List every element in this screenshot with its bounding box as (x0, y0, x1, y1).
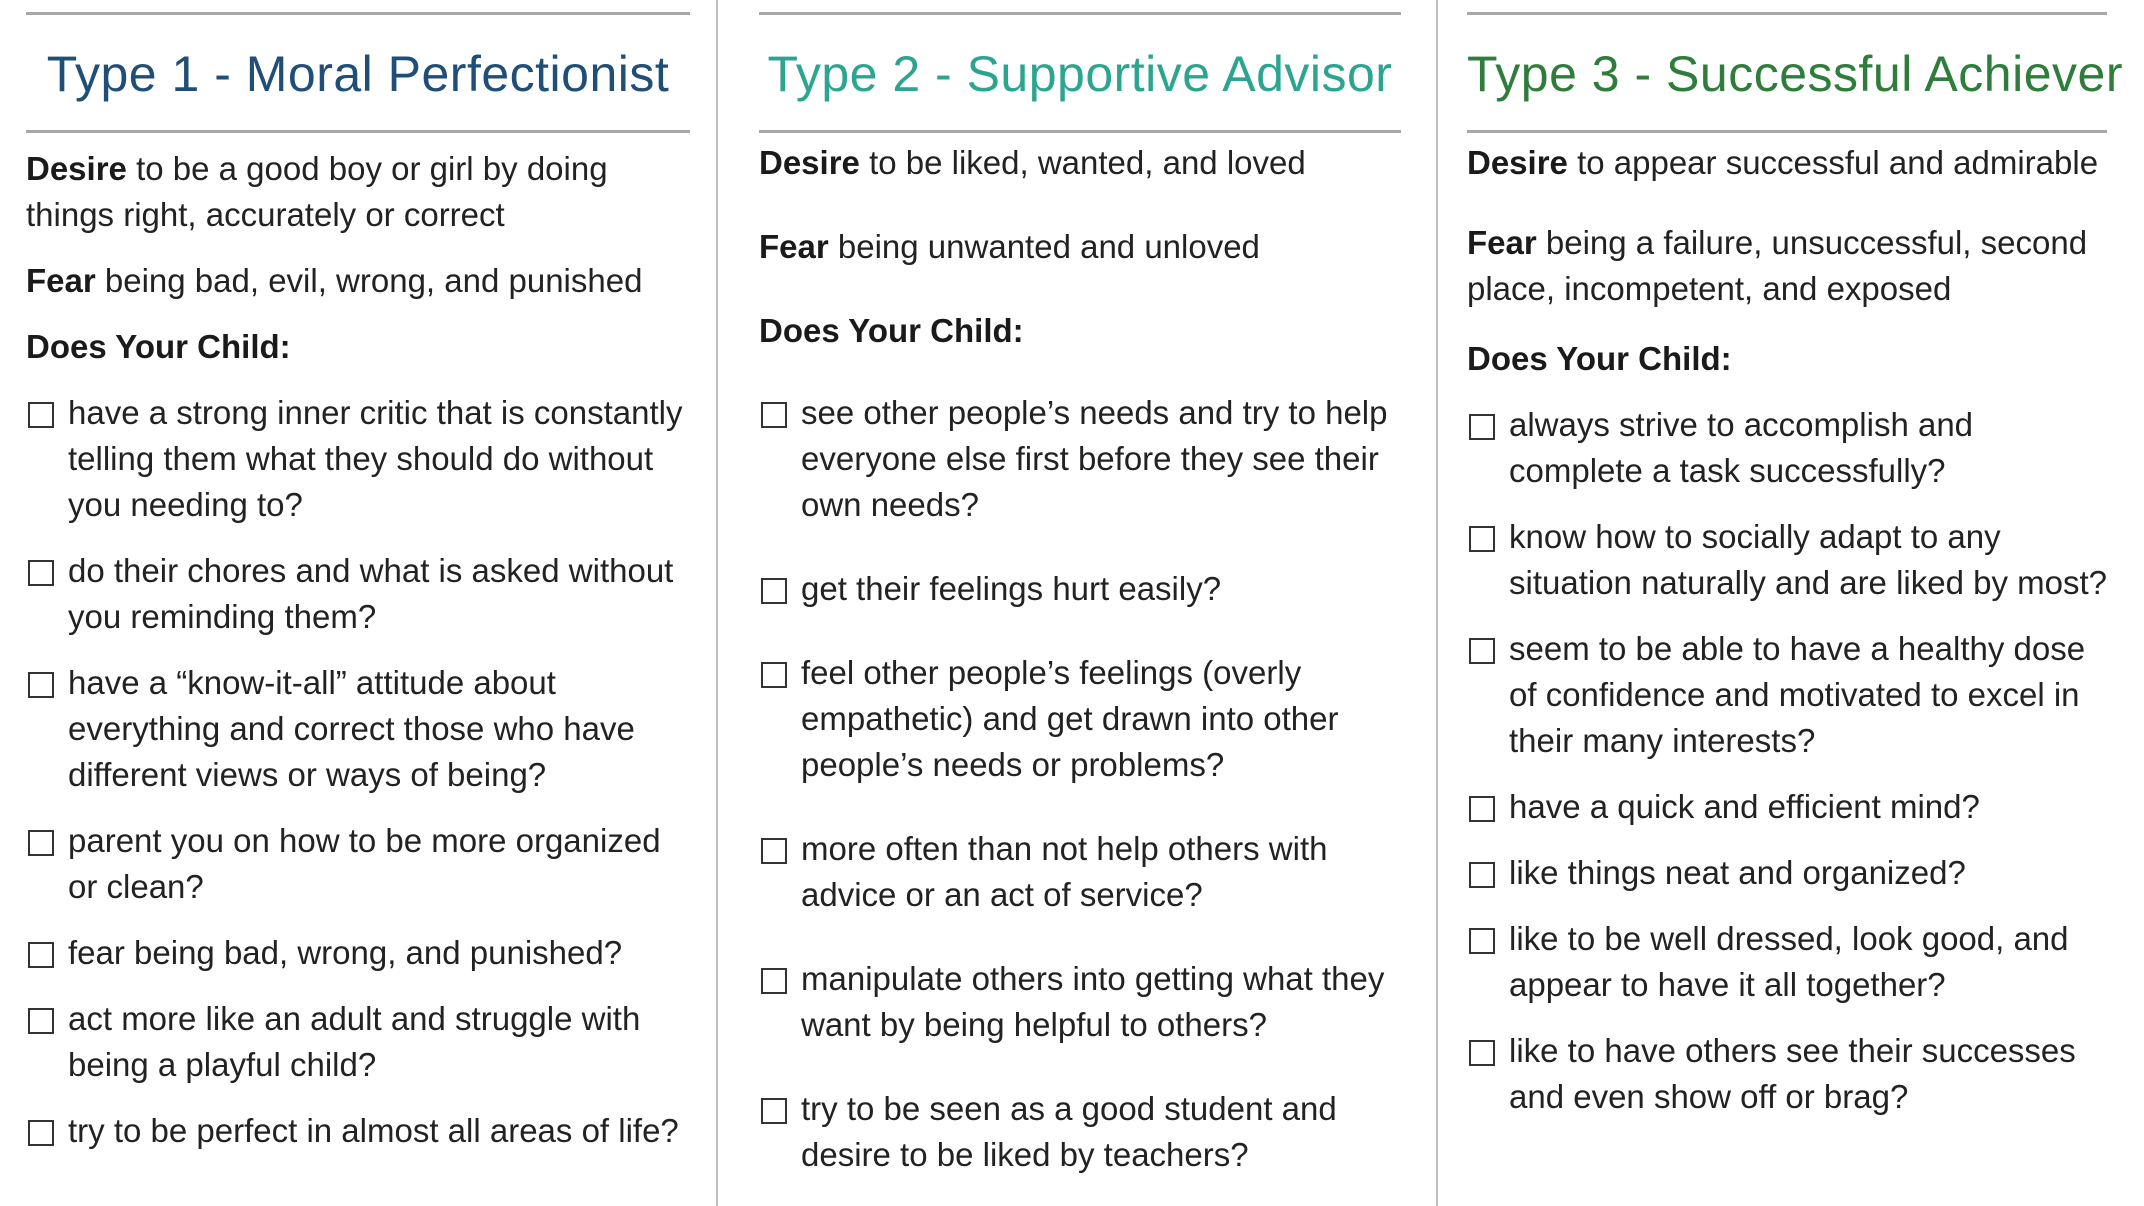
checklist-item-text: act more like an adult and struggle with being a playful child? (68, 1000, 641, 1083)
checklist-item[interactable] (759, 650, 1401, 788)
fear-label: Fear (759, 228, 829, 265)
desire-text: to be liked, wanted, and loved (859, 144, 1306, 181)
checklist-item-text: fear being bad, wrong, and punished? (68, 934, 623, 971)
checklist-item[interactable] (759, 956, 1401, 1048)
checkbox-icon[interactable] (761, 968, 787, 994)
checkbox-icon[interactable] (1469, 638, 1495, 664)
type-2-column (759, 0, 1401, 1206)
checklist-item[interactable] (1467, 1028, 2107, 1120)
checkbox-icon[interactable] (1469, 1040, 1495, 1066)
checklist-item[interactable] (26, 660, 690, 798)
fear-statement (26, 258, 690, 304)
checklist-item[interactable] (1467, 916, 2107, 1008)
fear-label: Fear (26, 262, 96, 299)
checklist-item-text: know how to socially adapt to any situation naturally and are liked by most? (1509, 518, 2107, 601)
type-3-column (1467, 0, 2123, 1206)
top-rule (26, 12, 690, 15)
checklist-item[interactable] (26, 548, 690, 640)
desire-text: to appear successful and admirable (1567, 144, 2099, 181)
checklist-item-text: more often than not help others with advice or an act of service? (801, 830, 1328, 913)
checklist-item[interactable] (759, 826, 1401, 918)
checklist-item-text: seem to be able to have a healthy dose of confidence and motivated to excel in their many interests? (1509, 630, 2086, 759)
type-2-content (759, 146, 1401, 1178)
checklist-item-text: like things neat and organized? (1509, 854, 1966, 891)
checklist-item[interactable] (26, 996, 690, 1088)
checkbox-icon[interactable] (1469, 928, 1495, 954)
checklist-item[interactable] (26, 390, 690, 528)
column-divider (716, 0, 718, 1206)
does-your-child-heading: Does Your Child: (1467, 340, 1732, 377)
desire-statement (759, 140, 1401, 186)
title-underline (759, 130, 1401, 133)
checklist-item[interactable] (26, 818, 690, 910)
checkbox-icon[interactable] (1469, 526, 1495, 552)
checkbox-icon[interactable] (761, 838, 787, 864)
checklist-item-text: parent you on how to be more organized or clean? (68, 822, 661, 905)
type-3-title: Type 3 - Successful Achiever (1467, 46, 2123, 102)
checkbox-icon[interactable] (761, 402, 787, 428)
checklist-item[interactable] (759, 390, 1401, 528)
checklist-item[interactable] (26, 1108, 690, 1154)
checklist-item-text: see other people’s needs and try to help everyone else first before they see their own needs? (801, 394, 1388, 523)
type-3-content (1467, 146, 2107, 1120)
checklist-item-text: always strive to accomplish and complete a task successfully? (1509, 406, 1974, 489)
desire-label: Desire (26, 150, 127, 187)
checklist-item-text: have a strong inner critic that is constantly telling them what they should do without you needing to? (68, 394, 683, 523)
checklist-item[interactable] (1467, 850, 2107, 896)
checkbox-icon[interactable] (28, 402, 54, 428)
fear-label: Fear (1467, 224, 1537, 261)
desire-text: to be a good boy or girl by doing things right, accurately or correct (26, 150, 608, 233)
checklist-item[interactable] (1467, 626, 2107, 764)
checklist-item-text: manipulate others into getting what they want by being helpful to others? (801, 960, 1385, 1043)
checkbox-icon[interactable] (1469, 414, 1495, 440)
checklist-item-text: like to be well dressed, look good, and appear to have it all together? (1509, 920, 2069, 1003)
checkbox-icon[interactable] (28, 1120, 54, 1146)
fear-text: being a failure, unsuccessful, second place, incompetent, and exposed (1467, 224, 2088, 307)
fear-statement (1467, 220, 2107, 312)
type-1-content (26, 146, 690, 1154)
top-rule (759, 12, 1401, 15)
does-your-child-heading: Does Your Child: (759, 312, 1024, 349)
checklist-item-text: try to be perfect in almost all areas of life? (68, 1112, 679, 1149)
desire-statement (1467, 140, 2107, 186)
type-2-title: Type 2 - Supportive Advisor (767, 46, 1393, 102)
desire-label: Desire (759, 144, 860, 181)
checkbox-icon[interactable] (28, 672, 54, 698)
checklist-item[interactable] (1467, 514, 2107, 606)
checkbox-icon[interactable] (1469, 796, 1495, 822)
checklist-item-text: like to have others see their successes and even show off or brag? (1509, 1032, 2076, 1115)
checklist-item[interactable] (1467, 402, 2107, 494)
checkbox-icon[interactable] (761, 1098, 787, 1124)
title-underline (26, 130, 690, 133)
checkbox-icon[interactable] (28, 830, 54, 856)
checklist-item[interactable] (1467, 784, 2107, 830)
checkbox-icon[interactable] (28, 942, 54, 968)
checkbox-icon[interactable] (28, 1008, 54, 1034)
fear-statement (759, 224, 1401, 270)
checkbox-icon[interactable] (761, 662, 787, 688)
checkbox-icon[interactable] (761, 578, 787, 604)
checkbox-icon[interactable] (28, 560, 54, 586)
column-divider (1436, 0, 1438, 1206)
type-1-column (26, 0, 690, 1206)
checklist-item-text: have a “know-it-all” attitude about everything and correct those who have different views or ways of being? (68, 664, 635, 793)
does-your-child-heading: Does Your Child: (26, 328, 291, 365)
fear-text: being unwanted and unloved (828, 228, 1260, 265)
checklist-item-text: have a quick and efficient mind? (1509, 788, 1980, 825)
checkbox-icon[interactable] (1469, 862, 1495, 888)
type-1-title: Type 1 - Moral Perfectionist (46, 46, 670, 102)
checklist-item[interactable] (26, 930, 690, 976)
title-underline (1467, 130, 2107, 133)
checklist-item[interactable] (759, 1086, 1401, 1178)
desire-label: Desire (1467, 144, 1568, 181)
fear-text: being bad, evil, wrong, and punished (95, 262, 643, 299)
checklist-item-text: get their feelings hurt easily? (801, 570, 1222, 607)
checklist-item-text: feel other people’s feelings (overly empathetic) and get drawn into other people’s needs or problems? (801, 654, 1339, 783)
checklist-item-text: try to be seen as a good student and desire to be liked by teachers? (801, 1090, 1337, 1173)
checklist-item-text: do their chores and what is asked without you reminding them? (68, 552, 674, 635)
top-rule (1467, 12, 2107, 15)
checklist-item[interactable] (759, 566, 1401, 612)
desire-statement (26, 146, 690, 238)
